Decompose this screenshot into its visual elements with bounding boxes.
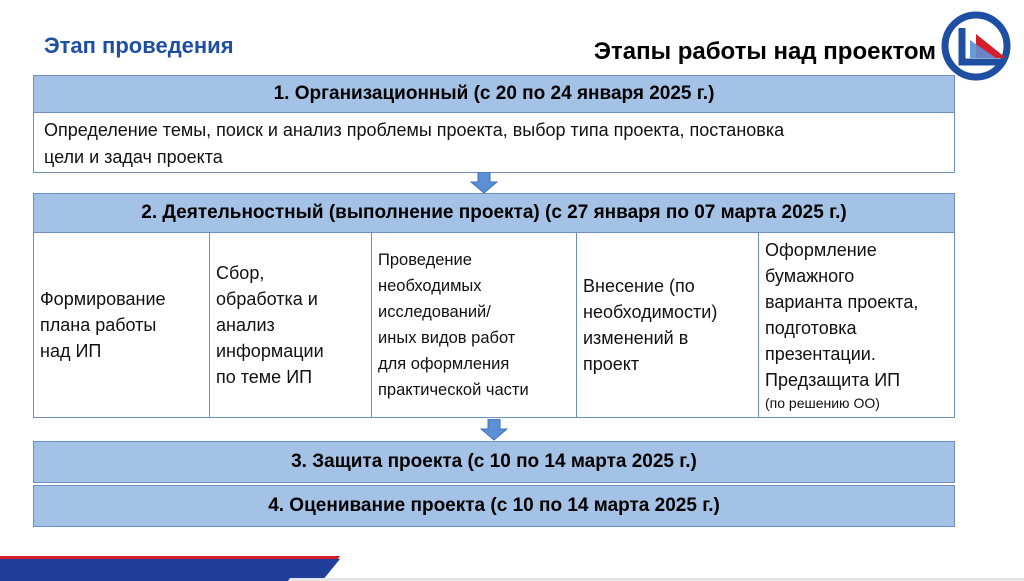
step-changes <box>577 233 759 417</box>
step-finalization <box>759 233 954 417</box>
step-line: Внесение (по <box>583 276 695 296</box>
step-line: подготовка <box>765 318 857 338</box>
decorative-stripe <box>0 556 1024 581</box>
stage-2-steps <box>33 233 955 418</box>
step-line: бумажного <box>765 266 855 286</box>
stage-1-description <box>33 113 955 173</box>
step-investigation <box>372 233 577 417</box>
step-line: по теме ИП <box>216 367 313 387</box>
step-line: проект <box>583 354 640 374</box>
step-line: информации <box>216 341 324 361</box>
step-line: Проведение <box>378 251 472 269</box>
stage-2-header: 2. Деятельностный (выполнение проекта) (с 27 января по 07 марта 2025 г.) <box>33 193 955 233</box>
down-arrow-icon <box>470 172 498 194</box>
step-line: обработка и <box>216 289 318 309</box>
step-research-info <box>210 233 372 417</box>
slide-title: Этапы работы над проектом <box>593 38 936 65</box>
step-line: иных видов работ <box>378 329 516 347</box>
stage-4-header: 4. Оценивание проекта (с 10 по 14 марта 2025 г.) <box>33 485 955 527</box>
step-line: необходимых <box>378 277 482 295</box>
step-line: исследований/ <box>378 303 491 321</box>
description-line: цели и задач проекта <box>44 147 223 167</box>
description-line: Определение темы, поиск и анализ проблемы проекта, выбор типа проекта, постановка <box>44 120 785 140</box>
step-line: анализ <box>216 315 275 335</box>
step-line: Формирование <box>40 289 166 309</box>
step-line: для оформления <box>378 355 510 373</box>
step-line: Сбор, <box>216 263 265 283</box>
step-line: изменений в <box>583 328 689 348</box>
step-line: Оформление <box>765 240 877 260</box>
step-line: практической части <box>378 381 529 399</box>
step-line: необходимости) <box>583 302 718 322</box>
stage-3-header: 3. Защита проекта (с 10 по 14 марта 2025 г.) <box>33 441 955 483</box>
organization-logo <box>940 10 1012 82</box>
step-line: плана работы <box>40 315 157 335</box>
section-title: Этап проведения <box>44 33 234 58</box>
down-arrow-icon <box>480 419 508 441</box>
stage-1-header: 1. Организационный (с 20 по 24 января 2025 г.) <box>33 75 955 113</box>
step-line: Предзащита ИП <box>765 370 901 390</box>
step-line: презентации. <box>765 344 876 364</box>
step-line: варианта проекта, <box>765 292 919 312</box>
step-plan <box>34 233 210 417</box>
step-line: над ИП <box>40 341 102 361</box>
step-note: (по решению ОО) <box>765 395 880 411</box>
